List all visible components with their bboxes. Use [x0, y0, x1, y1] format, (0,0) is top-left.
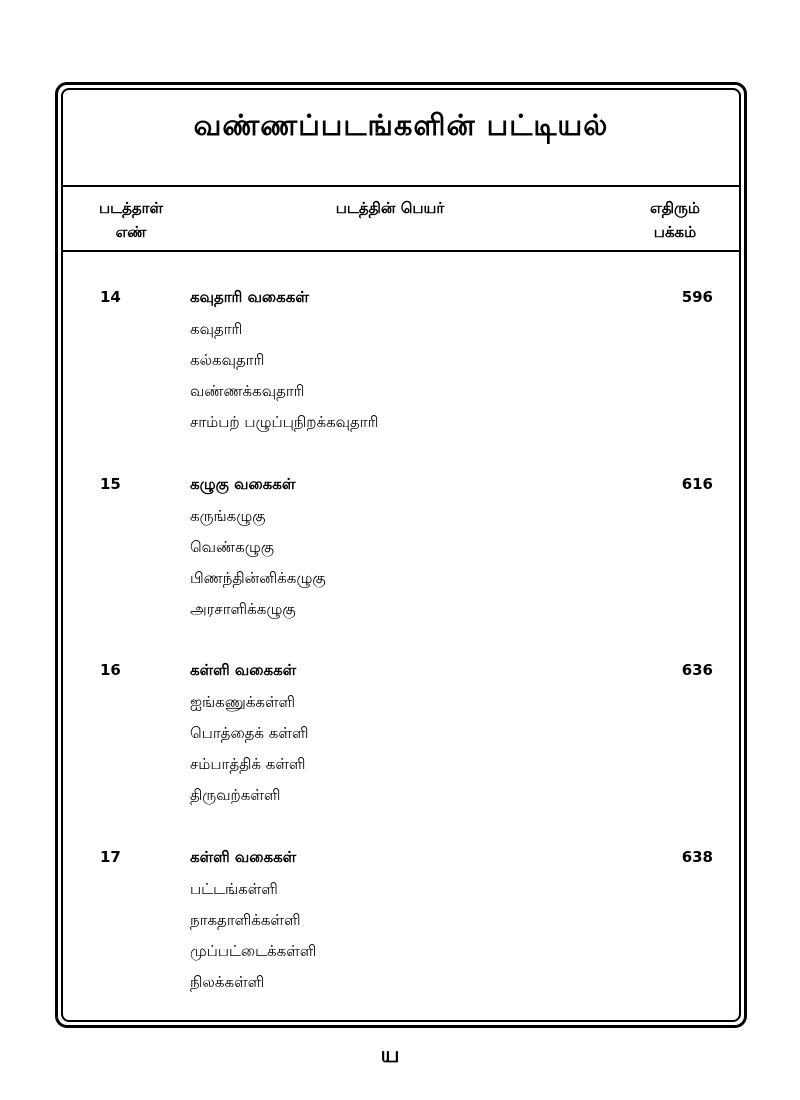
- column-header-facing-page-line1: எதிரும்: [650, 199, 700, 217]
- plate-item: வண்ணக்கவுதாரி: [190, 382, 305, 400]
- plate-group-title: கள்ளி வகைகள்: [190, 661, 297, 679]
- plate-item: கல்கவுதாரி: [190, 351, 265, 369]
- plate-item: நாகதாளிக்கள்ளி: [190, 911, 301, 929]
- plate-item: நிலக்கள்ளி: [190, 973, 265, 991]
- header-rule-top: [63, 185, 739, 187]
- plate-group-title: கவுதாரி வகைகள்: [190, 288, 309, 306]
- plate-number: 17: [100, 848, 121, 866]
- column-header-plate-no-line2: எண்: [115, 223, 147, 241]
- page-folio: ய: [380, 1043, 400, 1068]
- plate-number: 15: [100, 475, 121, 493]
- column-header-plate-no: [86, 196, 176, 244]
- column-header-facing-page-line2: பக்கம்: [653, 223, 697, 241]
- facing-page-number: 596: [681, 288, 713, 306]
- column-header-name: படத்தின் பெயர்: [335, 199, 445, 217]
- plate-item: பிணந்தின்னிக்கழுகு: [190, 569, 326, 587]
- facing-page-number: 616: [681, 475, 713, 493]
- plate-item: ஐங்கணுக்கள்ளி: [190, 693, 296, 711]
- plate-item: சாம்பற் பழுப்புநிறக்கவுதாரி: [190, 413, 379, 431]
- plate-item: வெண்கழுகு: [190, 538, 274, 556]
- column-header-plate-no-line1: படத்தாள்: [98, 199, 163, 217]
- plate-group-title: கழுகு வகைகள்: [190, 475, 296, 493]
- header-rule-bottom: [63, 250, 739, 252]
- plate-item-list: [190, 879, 316, 1003]
- plate-item: பொத்தைக் கள்ளி: [190, 724, 309, 742]
- plate-item-list: [190, 319, 378, 443]
- plate-item: முப்பட்டைக்கள்ளி: [190, 942, 317, 960]
- plate-number: 14: [100, 288, 121, 306]
- column-header-facing-page: [630, 196, 720, 244]
- plate-item: திருவற்கள்ளி: [190, 786, 281, 804]
- plate-item: சம்பாத்திக் கள்ளி: [190, 755, 306, 773]
- plate-number: 16: [100, 661, 121, 679]
- page-title: வண்ணப்படங்களின் பட்டியல்: [193, 108, 609, 142]
- plate-item: கவுதாரி: [190, 320, 243, 338]
- plate-item-list: [190, 692, 308, 816]
- plate-group-title: கள்ளி வகைகள்: [190, 848, 297, 866]
- facing-page-number: 638: [681, 848, 713, 866]
- plate-item: கருங்கழுகு: [190, 507, 266, 525]
- plate-item: அரசாளிக்கழுகு: [190, 600, 296, 618]
- facing-page-number: 636: [681, 661, 713, 679]
- plate-item-list: [190, 506, 326, 630]
- plate-item: பட்டங்கள்ளி: [190, 880, 278, 898]
